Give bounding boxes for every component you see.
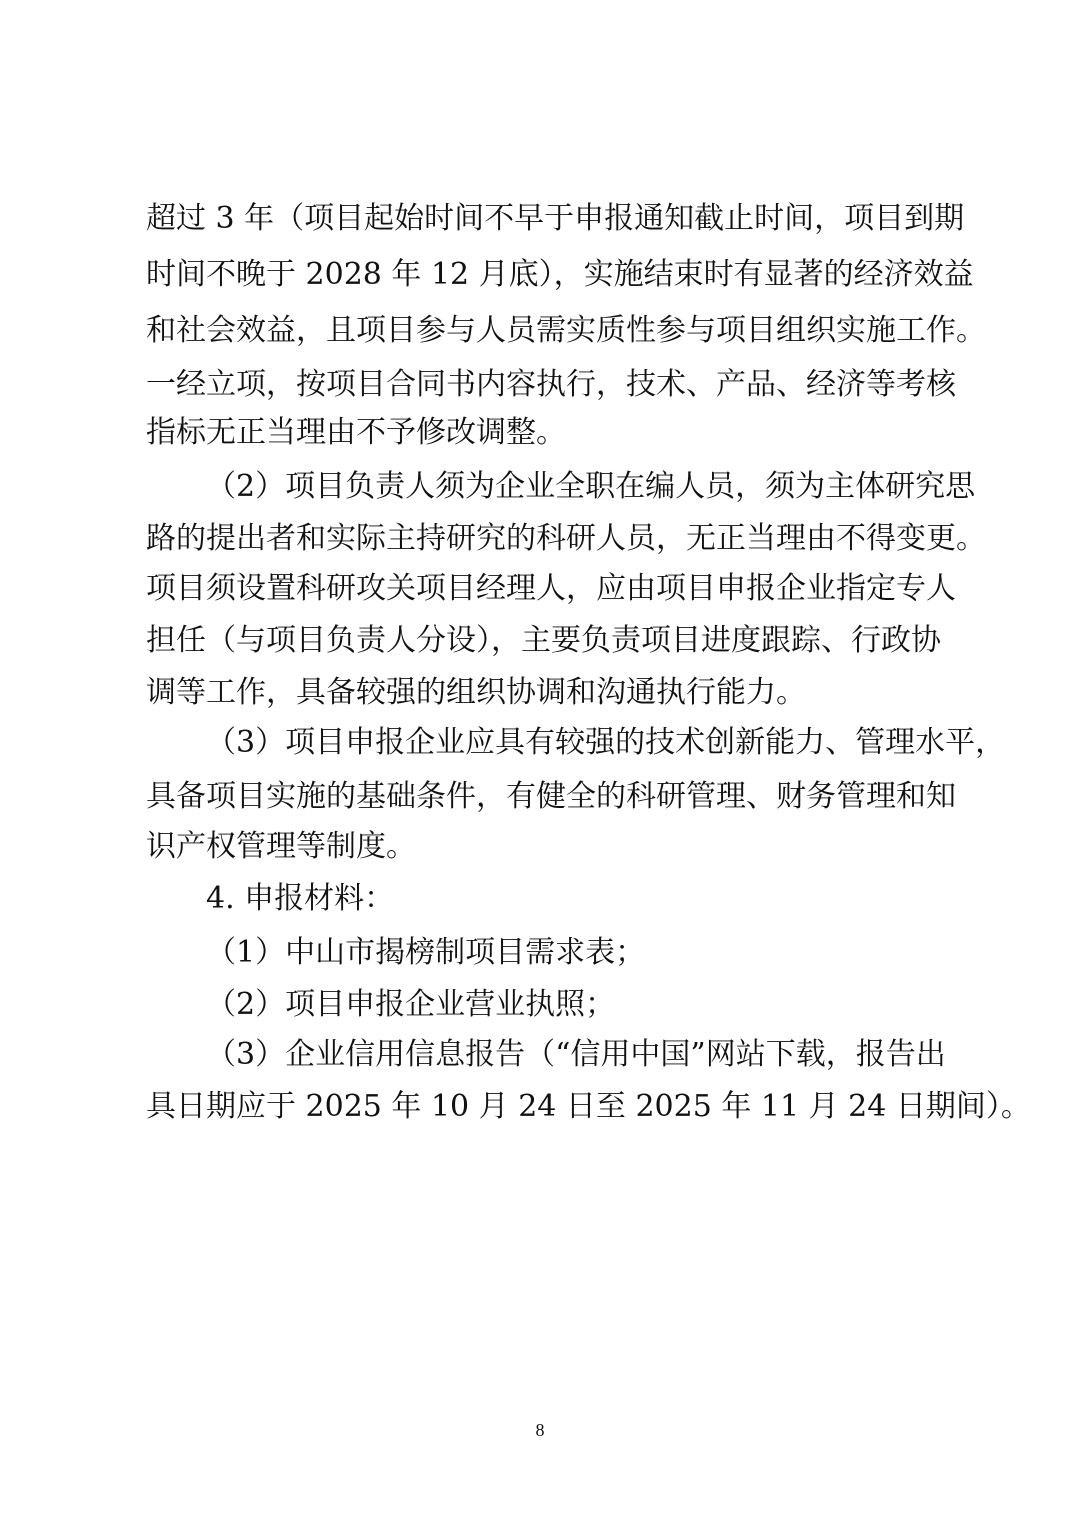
body-text-line: 超过 3 年（项目起始时间不早于申报通知截止时间，项目到期: [146, 201, 965, 236]
paragraph-3-first-line: （3）项目申报企业应具有较强的技术创新能力、管理水平，: [206, 725, 1006, 760]
section-heading-materials: 4. 申报材料：: [206, 881, 395, 916]
page-number: 8: [535, 1420, 545, 1440]
body-text-line: 担任（与项目负责人分设），主要负责项目进度跟踪、行政协: [146, 623, 941, 658]
body-text-line: 项目须设置科研攻关项目经理人，应由项目申报企业指定专人: [146, 571, 956, 606]
list-item-1: （1）中山市揭榜制项目需求表；: [206, 935, 646, 970]
body-text-line: 时间不晚于 2028 年 12 月底），实施结束时有显著的经济效益: [146, 257, 974, 292]
paragraph-2-first-line: （2）项目负责人须为企业全职在编人员，须为主体研究思: [206, 469, 976, 504]
body-text-line: 和社会效益，且项目参与人员需实质性参与项目组织实施工作。: [146, 313, 986, 348]
body-text-line: 具备项目实施的基础条件，有健全的科研管理、财务管理和知: [146, 779, 956, 814]
body-text-line: 调等工作，具备较强的组织协调和沟通执行能力。: [146, 675, 806, 710]
body-text-line: 指标无正当理由不予修改调整。: [146, 415, 566, 450]
body-text-line: 识产权管理等制度。: [146, 829, 416, 864]
list-item-3-second-line: 具日期应于 2025 年 10 月 24 日至 2025 年 11 月 24 日期间）。: [146, 1089, 1031, 1124]
body-text-line: 路的提出者和实际主持研究的科研人员，无正当理由不得变更。: [146, 521, 986, 556]
body-text-line: 一经立项，按项目合同书内容执行，技术、产品、经济等考核: [146, 367, 956, 402]
list-item-3-first-line: （3）企业信用信息报告（“信用中国”网站下载，报告出: [206, 1037, 946, 1072]
list-item-2: （2）项目申报企业营业执照；: [206, 987, 616, 1022]
